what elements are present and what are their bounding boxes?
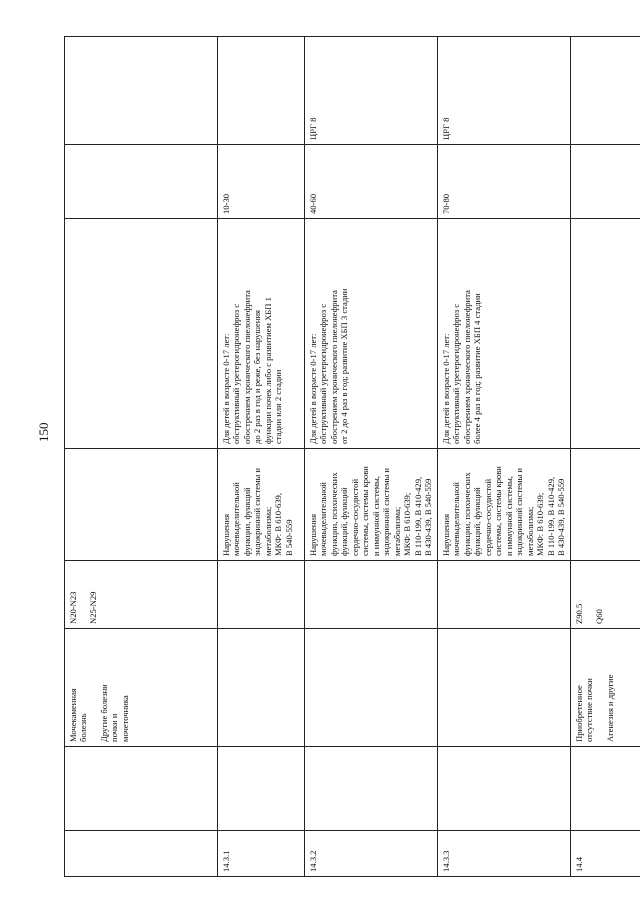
price-group-cell [65, 37, 218, 145]
criteria-line: обструктивный уретерогидронефроз с [451, 303, 462, 444]
disorders-line: функции, психических [328, 472, 339, 556]
disease-name-cell [218, 629, 305, 747]
criteria-cell [570, 219, 640, 449]
icd-code-cell [570, 561, 640, 629]
disease-name-line: почки и [109, 713, 120, 742]
disorders-line: системы, системы крови [360, 466, 371, 556]
disorders-line: функций, функций [339, 487, 350, 556]
disorders-line: метаболизма; [524, 506, 535, 556]
disorders-line: функции, психических [461, 472, 472, 556]
disorders-line: МКФ: В 610-639, [273, 493, 284, 556]
row-number-cell [437, 831, 570, 877]
disorders-line: Нарушения [440, 513, 451, 556]
criteria-line: обострением хронического пиелонефрита [328, 290, 339, 444]
criteria-line: более 4 раз в год; развитие ХБП 4 стадии [472, 293, 483, 444]
price-group-cell [570, 37, 640, 145]
criteria-line: Для детей в возрасте 0-17 лет: [440, 333, 451, 444]
disease-name-line: Агенезия и другие [604, 674, 615, 742]
price-group-value: ЦРГ 8 [440, 117, 451, 140]
disease-name-line: болезнь [78, 713, 89, 742]
criteria-line: обструктивный уретерогидронефроз с [231, 303, 242, 444]
disorders-line: В 430-439, В 540-559 [423, 478, 434, 556]
price-group-cell [218, 37, 305, 145]
icd-code-cell [305, 561, 438, 629]
disorders-line: функции, функций [241, 487, 252, 556]
price-group-value: ЦРГ 8 [308, 117, 318, 140]
disorders-line: МКФ: В 610-639; [535, 492, 546, 556]
disorders-line: эндокринной системы и [381, 467, 392, 556]
row-number: 14.3.1 [221, 850, 231, 872]
disorders-line: и иммунной системы, [370, 476, 381, 556]
disorders-line: системы, системы крови [493, 466, 504, 556]
disorders-line: Нарушения [308, 513, 318, 556]
criteria-line: от 2 до 4 раз в год; развитие ХБП 3 стадии [339, 288, 350, 444]
duration-cell [218, 145, 305, 219]
criteria-line: обострением хронического пиелонефрита [461, 290, 472, 444]
duration-cell [437, 145, 570, 219]
cell-spacer [78, 565, 88, 624]
table-row [437, 37, 570, 877]
row-number-cell [570, 831, 640, 877]
criteria-cell [65, 219, 218, 449]
criteria-line: стадии или 2 стадии [273, 369, 284, 444]
rotated-table-wrapper [64, 37, 615, 877]
disorders-line: мочевыделительной [318, 482, 329, 556]
disorders-line: В 110-199, В 410-429, [412, 476, 423, 556]
criteria-cell [437, 219, 570, 449]
price-group-cell [305, 37, 438, 145]
disorders-cell [437, 449, 570, 561]
criteria-line: обострением хронического пиелонефрита [241, 290, 252, 444]
empty-cell [437, 747, 570, 831]
criteria-cell [305, 219, 438, 449]
disorders-line: В 110-199, В 410-429, [545, 476, 556, 556]
disorders-line: сердечно-сосудистой [482, 478, 493, 556]
icd-code: N20-N23 [68, 591, 78, 624]
disorders-line: метаболизма; [262, 506, 273, 556]
disorders-cell [305, 449, 438, 561]
icd-code-cell [218, 561, 305, 629]
row-number-cell [218, 831, 305, 877]
duration-cell [570, 145, 640, 219]
disorders-line: функций, функций [472, 487, 483, 556]
duration-value: 70-80 [440, 193, 451, 214]
disorders-line: Нарушения [221, 513, 231, 556]
row-number: 14.4 [573, 856, 584, 872]
cell-spacer [89, 633, 99, 742]
criteria-line: функции почек либо с развитием ХБП 1 [262, 297, 273, 444]
icd-code: Q60 [594, 609, 605, 624]
disorders-line: сердечно-сосудистой [349, 478, 360, 556]
duration-value: 40-60 [308, 193, 318, 214]
row-number: 14.3.3 [440, 850, 451, 872]
duration-value: 10-30 [221, 193, 231, 214]
disease-name-cell [65, 629, 218, 747]
disorders-line: мочевыделительной [451, 482, 462, 556]
criteria-line: обструктивный уретерогидронефроз с [318, 303, 329, 444]
disease-name-cell [305, 629, 438, 747]
disease-name-line: отсутствие почки [584, 678, 595, 742]
disease-name-cell [437, 629, 570, 747]
icd-code-cell [65, 561, 218, 629]
disorders-line: МКФ: В 610-639; [402, 492, 413, 556]
criteria-line: Для детей в возрасте 0-17 лет: [221, 333, 231, 444]
empty-cell [305, 747, 438, 831]
empty-cell [65, 747, 218, 831]
table-row [305, 37, 438, 877]
cell-spacer [584, 565, 594, 624]
disorders-line: В 540-559 [283, 519, 294, 556]
disease-name-line: Приобретенное [573, 685, 584, 742]
duration-cell [65, 145, 218, 219]
disease-name-line: Другие болезни [98, 684, 109, 742]
row-number-cell [65, 831, 218, 877]
page-number: 150 [36, 422, 51, 442]
disease-name-line: Мочекаменная [68, 688, 78, 742]
criteria-cell [218, 219, 305, 449]
price-group-cell [437, 37, 570, 145]
disorders-line: и иммунной системы, [503, 476, 514, 556]
disorders-line: мочевыделительной [231, 482, 242, 556]
criteria-line: Для детей в возрасте 0-17 лет: [308, 333, 318, 444]
table-row [218, 37, 305, 877]
disorders-line: эндокринной системы и [514, 467, 525, 556]
table-row [570, 37, 640, 877]
icd-code: N25-N29 [88, 591, 99, 624]
row-number-cell [305, 831, 438, 877]
empty-cell [218, 747, 305, 831]
disorders-cell [218, 449, 305, 561]
cell-spacer [595, 633, 605, 742]
duration-cell [305, 145, 438, 219]
table-row [65, 37, 218, 877]
row-number: 14.3.2 [308, 850, 318, 872]
disorders-line: эндокринной системы и [252, 467, 263, 556]
criteria-line: до 2 раз в год и реже, без нарушения [252, 310, 263, 444]
disorders-line: В 430-439, В 540-559 [556, 478, 567, 556]
icd-code: Z90.5 [573, 603, 584, 624]
disease-name-line: мочеточника [119, 695, 130, 742]
empty-cell [570, 747, 640, 831]
disorders-cell [65, 449, 218, 561]
disease-name-cell [570, 629, 640, 747]
disorders-line: метаболизма; [391, 506, 402, 556]
disorders-cell [570, 449, 640, 561]
icd-code-cell [437, 561, 570, 629]
disease-criteria-table [64, 36, 640, 877]
